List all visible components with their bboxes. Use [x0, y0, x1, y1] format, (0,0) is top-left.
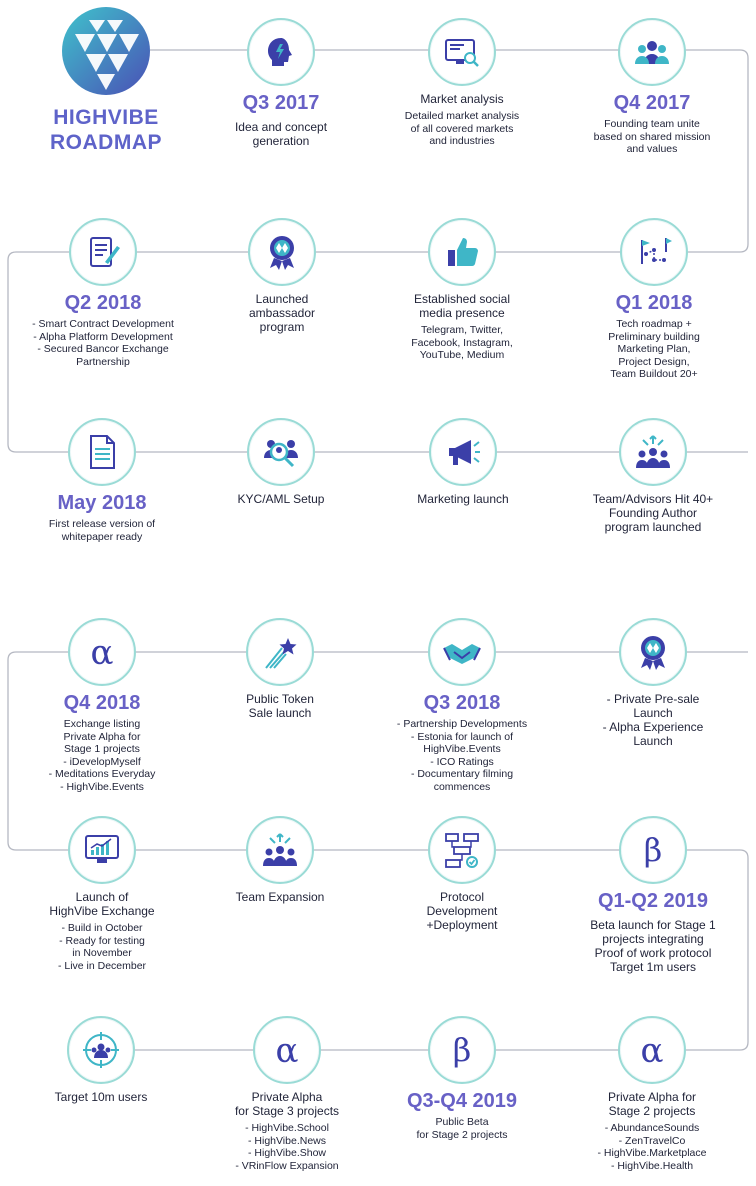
- milestone-label: Established social: [413, 292, 511, 306]
- milestone-q4-2018: [17, 618, 187, 793]
- roadmap-title-line2: ROADMAP: [50, 131, 162, 154]
- milestone-detail: for Stage 2 projects: [416, 1128, 508, 1141]
- milestone-title: Q1 2018: [615, 292, 693, 314]
- milestone-detail: - Meditations Everyday: [48, 768, 156, 780]
- milestone-icon-circle: [428, 18, 496, 86]
- team-arrows-icon: [260, 830, 300, 870]
- milestone-q1-q2-2019: [568, 816, 738, 974]
- milestone-detail: and industries: [429, 135, 495, 147]
- milestone-title: Q4 2018: [63, 692, 141, 714]
- milestone-detail: in November: [72, 947, 132, 959]
- milestone-label: - Alpha Experience: [602, 720, 704, 734]
- svg-text:α: α: [275, 1031, 299, 1070]
- milestone-label: Private Alpha for: [607, 1090, 697, 1104]
- milestone-q2-2018: [18, 218, 188, 368]
- milestone-detail: - Ready for testing: [59, 934, 145, 947]
- milestone-label: Target 10m users: [54, 1090, 148, 1104]
- milestone-icon-circle: [68, 418, 136, 486]
- milestone-icon-circle: [246, 816, 314, 884]
- milestone-detail: - Live in December: [57, 959, 147, 972]
- milestone-icon-circle: [68, 816, 136, 884]
- milestone-q3-2017: [196, 18, 366, 148]
- megaphone-icon: [443, 432, 483, 472]
- team-arrows-icon: [633, 432, 673, 472]
- milestone-detail: First release version of: [48, 518, 156, 530]
- milestone-label: Team Expansion: [235, 890, 325, 904]
- beta-icon: [633, 830, 673, 870]
- milestone-detail: Exchange listing: [63, 718, 141, 730]
- milestone-detail: Telegram, Twitter,: [420, 324, 504, 336]
- milestone-title: Q4 2017: [613, 92, 691, 114]
- milestone-detail: - HighVibe.Marketplace: [597, 1147, 707, 1159]
- milestone-detail: Preliminary building: [608, 330, 700, 343]
- milestone-q3-q4-2019: [377, 1016, 547, 1141]
- milestone-icon-circle: [618, 1016, 686, 1084]
- milestone-label: Sale launch: [248, 706, 312, 720]
- milestone-protocol: [377, 816, 547, 932]
- contract-icon: [83, 232, 123, 272]
- milestone-label: Team/Advisors Hit 40+: [592, 492, 714, 506]
- milestone-label: Idea and concept: [234, 120, 328, 134]
- milestone-label: Launched: [255, 292, 309, 306]
- milestone-icon-circle: [618, 18, 686, 86]
- milestone-detail: - HighVibe.Show: [247, 1147, 327, 1159]
- milestone-team-advisors: [568, 418, 738, 534]
- target-team-icon: [81, 1030, 121, 1070]
- milestone-title: May 2018: [57, 492, 147, 514]
- milestone-label: Private Alpha: [251, 1090, 323, 1104]
- milestone-detail: - Documentary filming: [410, 768, 514, 780]
- milestone-icon-circle: [428, 618, 496, 686]
- monitor-search-icon: [442, 32, 482, 72]
- milestone-icon-circle: [69, 218, 137, 286]
- milestone-title: Q3-Q4 2019: [406, 1090, 518, 1112]
- milestone-icon-circle: [619, 618, 687, 686]
- milestone-icon-circle: [248, 218, 316, 286]
- badge-icon: [633, 632, 673, 672]
- milestone-detail: Project Design,: [618, 355, 690, 368]
- milestone-icon-circle: [68, 618, 136, 686]
- milestone-detail: of all covered markets: [410, 122, 514, 135]
- milestone-label: for Stage 3 projects: [234, 1104, 340, 1118]
- milestone-label: Launch: [633, 706, 673, 720]
- milestone-detail: Private Alpha for: [63, 730, 141, 743]
- svg-text:β: β: [452, 1031, 472, 1069]
- milestone-marketing-launch: [378, 418, 548, 506]
- milestone-icon-circle: [253, 1016, 321, 1084]
- milestone-detail: - HighVibe.News: [247, 1134, 326, 1147]
- milestone-detail: - Secured Bancor Exchange: [37, 343, 169, 355]
- milestone-icon-circle: [67, 1016, 135, 1084]
- alpha-icon: [267, 1030, 307, 1070]
- milestone-detail: - ZenTravelCo: [618, 1134, 686, 1147]
- milestone-detail: - Estonia for launch of: [410, 730, 514, 743]
- milestone-detail: and values: [626, 143, 678, 155]
- milestone-icon-circle: [428, 1016, 496, 1084]
- milestone-detail: - HighVibe.School: [245, 1122, 329, 1134]
- milestone-detail: Facebook, Instagram,: [411, 336, 513, 349]
- team-icon: [632, 32, 672, 72]
- roadmap-title-line1: HIGHVIBE: [53, 106, 159, 129]
- milestone-icon-circle: [428, 218, 496, 286]
- milestone-detail: - HighVibe.Events: [60, 780, 144, 793]
- thumbs-up-icon: [442, 232, 482, 272]
- milestone-detail: whitepaper ready: [61, 530, 143, 543]
- milestone-detail: Marketing Plan,: [617, 343, 691, 355]
- logo: [36, 6, 176, 155]
- milestone-detail: - HighVibe.Health: [610, 1159, 694, 1172]
- milestone-label: Protocol: [439, 890, 485, 904]
- milestone-label: Launch of: [75, 890, 129, 904]
- milestone-detail: - Alpha Platform Development: [33, 330, 173, 343]
- milestone-detail: - Smart Contract Development: [32, 318, 174, 330]
- milestone-title: Q1-Q2 2019: [597, 890, 709, 912]
- milestone-icon-circle: [619, 418, 687, 486]
- milestone-icon-circle: [428, 816, 496, 884]
- highvibe-logo-icon: [61, 6, 151, 96]
- milestone-label: Development: [426, 904, 498, 918]
- milestone-label: Market analysis: [420, 92, 504, 106]
- milestone-label: Launch: [633, 734, 673, 748]
- milestone-detail: Tech roadmap +: [616, 318, 692, 330]
- kyc-search-icon: [261, 432, 301, 472]
- milestone-alpha-stage3: [202, 1016, 372, 1172]
- milestone-label: - Private Pre-sale: [606, 692, 700, 706]
- milestone-label: ambassador: [248, 306, 316, 320]
- milestone-icon-circle: [620, 218, 688, 286]
- handshake-icon: [442, 632, 482, 672]
- milestone-alpha-stage2: [567, 1016, 737, 1172]
- milestone-detail: - AbundanceSounds: [604, 1122, 700, 1134]
- alpha-icon: [632, 1030, 672, 1070]
- svg-text:α: α: [90, 633, 114, 672]
- milestone-label: Stage 2 projects: [608, 1104, 696, 1118]
- milestone-social-media: [377, 218, 547, 362]
- milestone-highvibe-exchange: [17, 816, 187, 972]
- milestone-may-2018: [17, 418, 187, 543]
- milestone-title: Q3 2017: [242, 92, 320, 114]
- shooting-star-icon: [260, 632, 300, 672]
- milestone-token-sale: [195, 618, 365, 720]
- milestone-title: Q3 2018: [423, 692, 501, 714]
- milestone-label: Target 1m users: [609, 960, 697, 974]
- milestone-label: generation: [252, 134, 310, 148]
- milestone-title: Q2 2018: [64, 292, 142, 314]
- svg-text:β: β: [643, 831, 663, 869]
- svg-text:α: α: [640, 1031, 664, 1070]
- milestone-label: Beta launch for Stage 1: [590, 918, 716, 932]
- milestone-detail: commences: [433, 780, 491, 793]
- milestone-detail: Team Buildout 20+: [610, 368, 698, 380]
- milestone-team-expansion: [195, 816, 365, 904]
- milestone-detail: HighVibe.Events: [423, 743, 501, 755]
- milestone-target-10m: [16, 1016, 186, 1104]
- milestone-label: Marketing launch: [417, 492, 509, 506]
- milestone-ambassador-program: [197, 218, 367, 334]
- milestone-detail: - iDevelopMyself: [63, 755, 141, 768]
- milestone-label: +Deployment: [426, 918, 498, 932]
- flowchart-icon: [442, 830, 482, 870]
- milestone-icon-circle: [247, 418, 315, 486]
- milestone-icon-circle: [429, 418, 497, 486]
- alpha-icon: [82, 632, 122, 672]
- milestone-label: projects integrating: [602, 932, 704, 946]
- milestone-detail: - Partnership Developments: [396, 718, 528, 730]
- bulb-head-icon: [261, 32, 301, 72]
- milestone-label: HighVibe Exchange: [49, 904, 155, 918]
- badge-icon: [262, 232, 302, 272]
- milestone-label: KYC/AML Setup: [237, 492, 325, 506]
- milestone-q3-2018: [377, 618, 547, 793]
- milestone-detail: Founding team unite: [604, 118, 700, 130]
- beta-icon: [442, 1030, 482, 1070]
- milestone-detail: - Build in October: [61, 922, 143, 934]
- milestone-label: program: [259, 320, 305, 334]
- milestone-detail: - ICO Ratings: [430, 755, 494, 768]
- milestone-market-analysis: [377, 18, 547, 148]
- milestone-detail: based on shared mission: [593, 130, 711, 143]
- milestone-detail: YouTube, Medium: [419, 349, 505, 361]
- milestone-label: Public Token: [246, 692, 314, 706]
- milestone-detail: Partnership: [76, 355, 130, 368]
- milestone-icon-circle: [619, 816, 687, 884]
- roadmap-icon: [634, 232, 674, 272]
- milestone-presale: [568, 618, 738, 748]
- milestone-detail: Stage 1 projects: [64, 743, 140, 755]
- milestone-q1-2018: [569, 218, 739, 381]
- chart-monitor-icon: [82, 830, 122, 870]
- milestone-label: Proof of work protocol: [594, 946, 712, 960]
- milestone-kyc-aml: [196, 418, 366, 506]
- milestone-detail: Public Beta: [435, 1116, 489, 1128]
- milestone-detail: - VRinFlow Expansion: [235, 1159, 339, 1172]
- milestone-icon-circle: [247, 18, 315, 86]
- milestone-q4-2017: [567, 18, 737, 156]
- milestone-label: program launched: [604, 520, 702, 534]
- milestone-label: Founding Author: [608, 506, 698, 520]
- milestone-icon-circle: [246, 618, 314, 686]
- milestone-detail: Detailed market analysis: [404, 110, 520, 122]
- document-icon: [82, 432, 122, 472]
- milestone-label: media presence: [419, 306, 505, 320]
